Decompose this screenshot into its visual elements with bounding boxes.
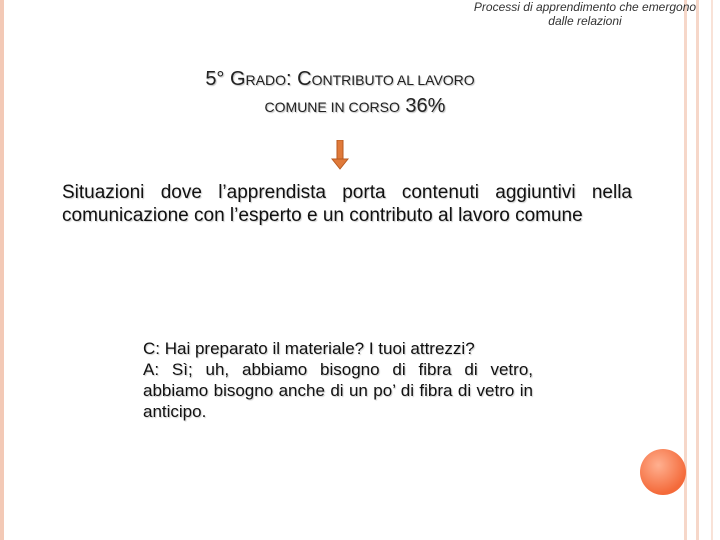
slide-right-border-2 (696, 0, 699, 540)
dialog-excerpt (143, 338, 533, 422)
title-line1 (160, 66, 520, 93)
title-grado-rest: RADO (245, 72, 286, 88)
description-text: Situazioni dove l’apprendista porta contenuti aggiuntivi nella comunicazione con l’esperto e un contributo al lavoro comune (62, 182, 632, 226)
header-note (470, 0, 700, 28)
slide-title (160, 66, 520, 120)
title-contributo-rest: ONTRIBUTO AL LAVORO (311, 72, 475, 88)
dialog-line-a: A: Sì; uh, abbiamo bisogno di fibra di vetro, abbiamo bisogno anche di un po’ di fibra di vetro in anticipo. (143, 360, 533, 421)
title-percentage: 36% (399, 95, 446, 117)
slide-left-border (0, 0, 4, 540)
title-line2 (190, 93, 520, 120)
title-grade: 5° G (205, 68, 246, 90)
header-note-line1: Processi di apprendimento che emergono (473, 0, 697, 14)
header-note-line2: dalle relazioni (548, 14, 622, 28)
slide-right-border-3 (711, 0, 713, 540)
decorative-circle (640, 449, 686, 495)
down-arrow-icon (331, 140, 349, 170)
title-contributo-c: : C (286, 68, 312, 90)
slide-right-border (684, 0, 687, 540)
dialog-line-c: C: Hai preparato il materiale? I tuoi attrezzi? (143, 339, 475, 358)
title-comune: COMUNE IN CORSO (264, 99, 400, 115)
